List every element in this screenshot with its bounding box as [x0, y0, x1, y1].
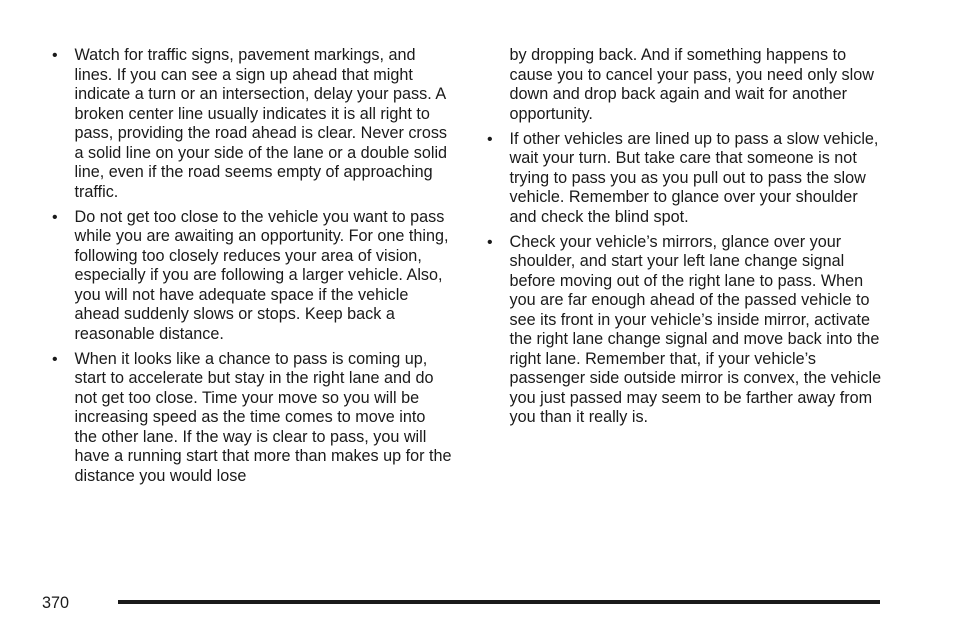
bullet-icon: • [487, 233, 493, 251]
list-item-text: Do not get too close to the vehicle you want to pass while you are awaiting an opportunity. For one thing, following too closely reduces your area of vision, especially if you are following a larger vehicle. Also, you will not have adequate space if the vehicle ahead suddenly slows or stops. Keep back a reasonable distance. [74, 207, 449, 343]
right-column [487, 46, 887, 428]
page-number: 370 [42, 594, 70, 612]
bullet-icon: • [487, 130, 493, 148]
footer-rule [118, 600, 880, 604]
bullet-icon: • [52, 350, 58, 368]
list-item-text: Watch for traffic signs, pavement markings, and lines. If you can see a sign up ahead that might indicate a turn or an intersection, delay your pass. A broken center line usually indicates it is all right to pass, providing the road ahead is clear. Never cross a solid line on your side of the lane or a double solid line, even if the road seems empty of approaching traffic. [74, 46, 448, 201]
bullet-icon: • [52, 47, 58, 64]
bullet-icon: • [52, 208, 58, 226]
list-item-text: Check your vehicle’s mirrors, glance over your shoulder, and start your left lane change signal before moving out of the right lane to pass. When you are far enough ahead of the passed vehicle to see its front in your vehicle’s inside mirror, activate the right lane change signal and move back into the right lane. Remember that, if your vehicle’s passenger side outside mirror is convex, the vehicle you just passed may seem to be farther away from you than it really is. [509, 232, 882, 426]
continued-paragraph: by dropping back. And if something happens to cause you to cancel your pass, you need only slow down and drop back again and wait for another opportunity. [509, 46, 874, 123]
list-item [52, 208, 452, 345]
list-item [487, 233, 887, 428]
list-item [52, 350, 452, 487]
list-item [52, 46, 452, 202]
left-column [52, 46, 452, 486]
list-item [487, 130, 887, 228]
list-item-text: When it looks like a chance to pass is coming up, start to accelerate but stay in the right lane and do not get too close. Time your move so you will be increasing speed as the time comes to move into the other lane. If the way is clear to pass, you will have a running start that more than makes up for the distance you would lose [74, 349, 452, 485]
list-item-text: If other vehicles are lined up to pass a slow vehicle, wait your turn. But take care that someone is not trying to pass you as you pull out to pass the slow vehicle. Remember to glance over your shoulder and check the blind spot. [509, 129, 879, 226]
